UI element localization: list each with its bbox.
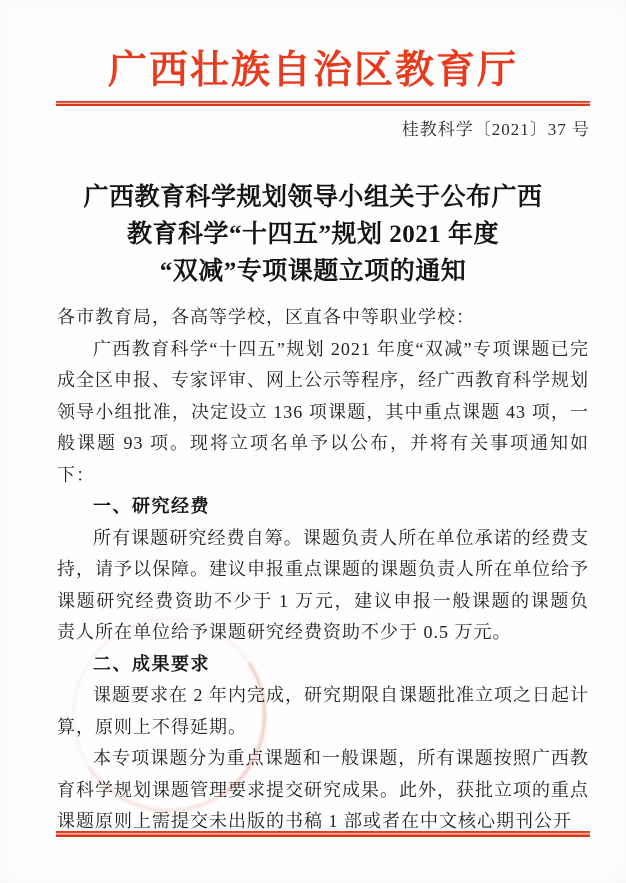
document-title-line-2: 教育科学“十四五”规划 2021 年度 [126,221,499,248]
paragraph-completion-deadline: 课题要求在 2 年内完成，研究期限自课题批准立项之日起计算，原则上不得延期。 [57,685,589,737]
section-heading-result-requirements: 二、成果要求 [93,653,210,674]
document-body [57,302,589,838]
page-bottom-divider-line [56,831,590,837]
document-title-line-3: “双减”专项课题立项的通知 [159,258,467,285]
paragraph-intro: 广西教育科学“十四五”规划 2021 年度“双减”专项课题已完成全区申报、专家评审、网上公示等程序，经广西教育科学规划领导小组批准，决定设立 136 项课题，其中重点课题 43 项，一般课题 93 项。现将立项名单予以公布，并将有关事项通知如下： [57,338,589,485]
document-title-line-1: 广西教育科学规划领导小组关于公布广西 [83,184,543,211]
document-title [20,179,606,290]
header-divider-line [56,101,590,106]
paragraph-research-funding: 所有课题研究经费自筹。课题负责人所在单位承诺的经费支持，请予以保障。建议申报重点课题的课题负责人所在单位给予课题研究经费资助不少于 1 万元，建议申报一般课题的课题负责人所在单位给予课题研究经费资助不少于 0.5 万元。 [57,527,589,642]
issuing-agency-title: 广西壮族自治区教育厅 [107,49,518,92]
paragraph-result-requirements: 本专项课题分为重点课题和一般课题，所有课题按照广西教育科学规划课题管理要求提交研究成果。此外，获批立项的重点课题原则上需提交未出版的书稿 1 部或者在中文核心期刊公开 [57,748,589,831]
document-number: 桂教科学〔2021〕37 号 [401,120,590,139]
salutation-line: 各市教育局，各高等学校，区直各中等职业学校： [57,307,475,327]
section-heading-research-funding: 一、研究经费 [93,496,210,516]
